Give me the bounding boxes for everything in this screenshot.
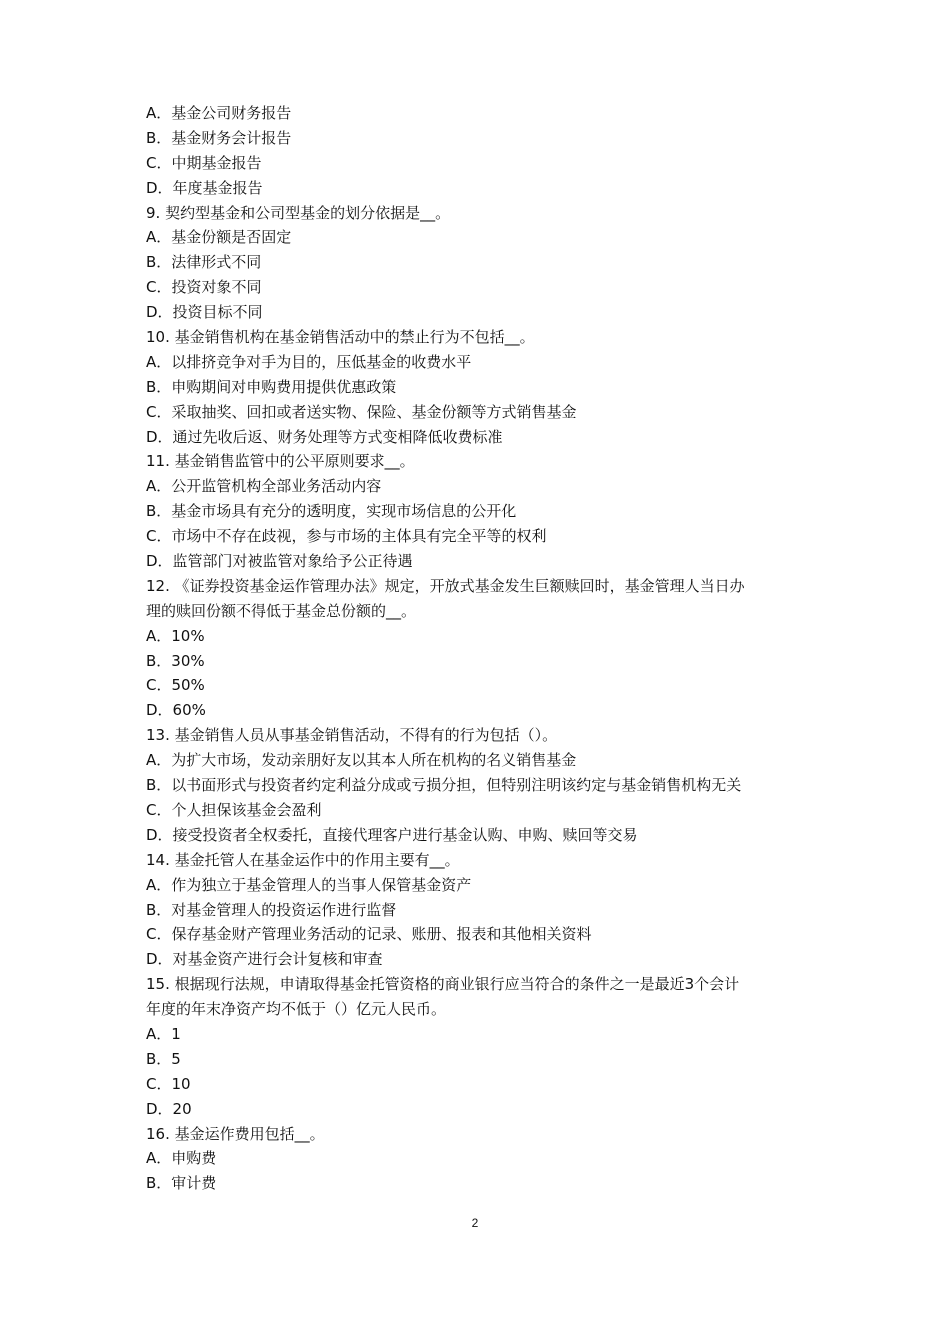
option-line: C．保存基金财产管理业务活动的记录、账册、报表和其他相关资料 — [146, 925, 592, 944]
question-line: 15. 根据现行法规，申请取得基金托管资格的商业银行应当符合的条件之一是最近3个会计 — [146, 975, 740, 994]
option-line: D．投资目标不同 — [146, 303, 263, 322]
question-line: 14. 基金托管人在基金运作中的作用主要有__。 — [146, 850, 460, 869]
option-line: B．对基金管理人的投资运作进行监督 — [146, 900, 397, 919]
option-line: C．市场中不存在歧视，参与市场的主体具有完全平等的权利 — [146, 527, 547, 546]
option-line: C．采取抽奖、回扣或者送实物、保险、基金份额等方式销售基金 — [146, 402, 577, 421]
option-line: A．为扩大市场，发动亲朋好友以其本人所在机构的名义销售基金 — [146, 751, 577, 770]
option-line: B．审计费 — [146, 1174, 217, 1193]
option-line: D．年度基金报告 — [146, 178, 263, 197]
question-line-continued: 理的赎回份额不得低于基金总份额的__。 — [146, 601, 417, 620]
option-line: D．60% — [146, 701, 206, 720]
question-line: 16. 基金运作费用包括__。 — [146, 1124, 325, 1143]
question-line: 11. 基金销售监管中的公平原则要求__。 — [146, 452, 415, 471]
question-line: 13. 基金销售人员从事基金销售活动，不得有的行为包括（）。 — [146, 726, 558, 745]
option-line: C．50% — [146, 676, 205, 695]
option-line: A．公开监管机构全部业务活动内容 — [146, 477, 382, 496]
option-line: B．基金市场具有充分的透明度，实现市场信息的公开化 — [146, 502, 517, 521]
option-line: C．个人担保该基金会盈利 — [146, 800, 322, 819]
option-line: B．以书面形式与投资者约定利益分成或亏损分担，但特别注明该约定与基金销售机构无关 — [146, 776, 742, 795]
option-line: D．监管部门对被监管对象给予公正待遇 — [146, 552, 413, 571]
option-line: A．10% — [146, 626, 205, 645]
question-line: 9. 契约型基金和公司型基金的划分依据是__。 — [146, 203, 451, 222]
question-line-continued: 年度的年末净资产均不低于（）亿元人民币。 — [146, 1000, 447, 1019]
option-line: A．作为独立于基金管理人的当事人保管基金资产 — [146, 875, 472, 894]
option-line: A．以排挤竞争对手为目的，压低基金的收费水平 — [146, 352, 472, 371]
option-line: D．接受投资者全权委托，直接代理客户进行基金认购、申购、赎回等交易 — [146, 825, 638, 844]
option-line: C．投资对象不同 — [146, 278, 262, 297]
option-line: B．30% — [146, 651, 205, 670]
document-body — [146, 101, 826, 1196]
option-line: B．5 — [146, 1049, 181, 1068]
option-line: A．基金公司财务报告 — [146, 104, 292, 122]
option-line: C．10 — [146, 1074, 191, 1093]
option-line: B．申购期间对申购费用提供优惠政策 — [146, 377, 397, 396]
question-line: 12. 《证券投资基金运作管理办法》规定，开放式基金发生巨额赎回时，基金管理人当日办 — [146, 576, 745, 595]
option-line: B．基金财务会计报告 — [146, 128, 292, 147]
option-line: B．法律形式不同 — [146, 253, 262, 272]
option-line: A．申购费 — [146, 1149, 217, 1168]
option-line: D．20 — [146, 1099, 192, 1118]
option-line: D．对基金资产进行会计复核和审查 — [146, 950, 383, 969]
option-line: C．中期基金报告 — [146, 153, 262, 172]
question-line: 10. 基金销售机构在基金销售活动中的禁止行为不包括__。 — [146, 328, 535, 347]
page-number: 2 — [471, 1216, 479, 1230]
option-line: A．基金份额是否固定 — [146, 228, 292, 247]
option-line: A．1 — [146, 1024, 181, 1043]
option-line: D．通过先收后返、财务处理等方式变相降低收费标准 — [146, 427, 503, 446]
